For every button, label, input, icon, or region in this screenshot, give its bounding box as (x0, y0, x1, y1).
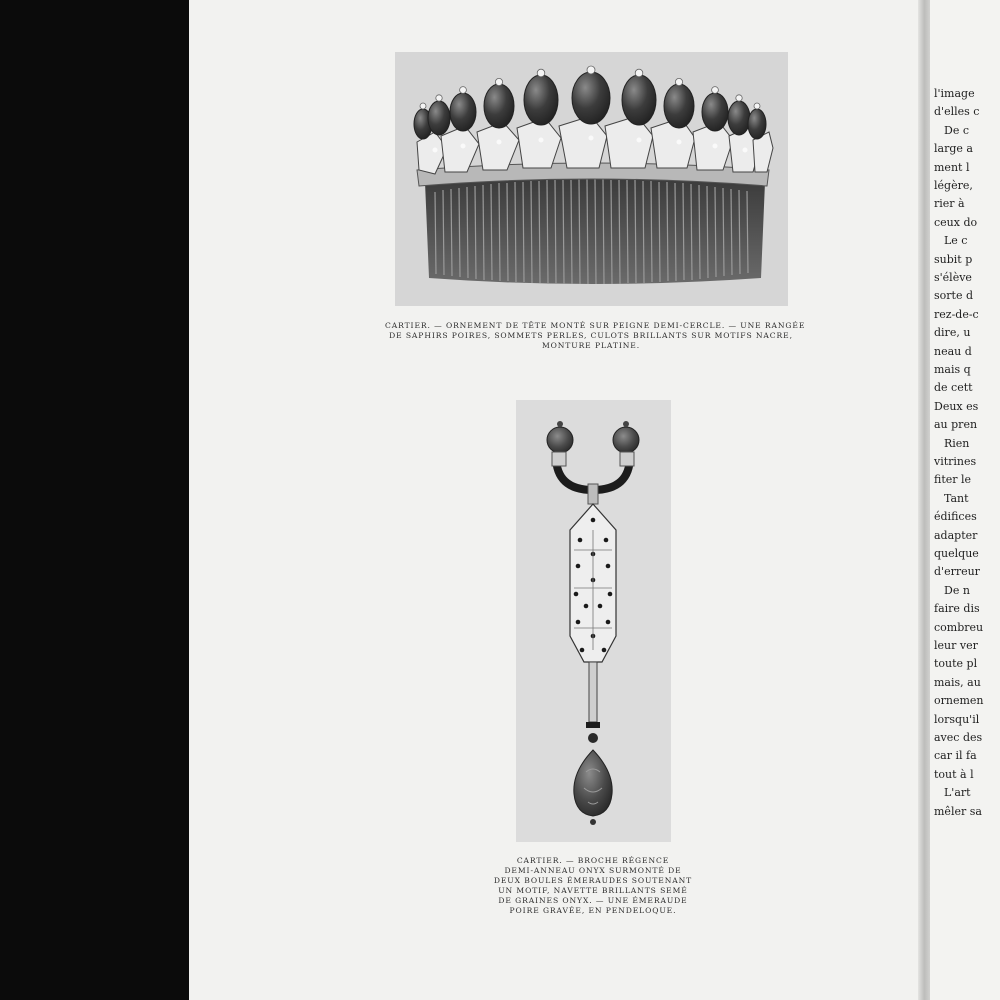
brooch-caption (485, 856, 701, 916)
right-page-text-line: mais q (934, 363, 971, 376)
right-page-text-line: mêler sa (934, 804, 982, 818)
right-page-text-line: rier à (934, 197, 965, 211)
right-page-text-line: mais, au (934, 675, 981, 689)
tiara-caption (385, 321, 806, 351)
right-page (930, 0, 1000, 1000)
brooch-caption-line: DE GRAINES ONYX. — UNE ÉMERAUDE (498, 896, 688, 905)
right-page-text-line: large a (934, 142, 973, 156)
right-page-text-line: L'art (944, 786, 971, 800)
right-page-text-line: ceux do (934, 215, 978, 229)
right-page-text-line: leur ver (934, 639, 978, 652)
brooch-caption-line: UN MOTIF, NAVETTE BRILLANTS SEMÉ (498, 886, 688, 895)
tiara-comb-photo (395, 52, 788, 306)
right-page-text-line: rez-de-c (934, 307, 979, 321)
right-page-text-line: sorte d (934, 289, 973, 303)
right-page-text-line: ornemen (934, 694, 984, 708)
right-page-text-line: s'élève (934, 271, 972, 284)
tiara-caption-line: CARTIER. — ORNEMENT DE TÊTE MONTÉ SUR PEIGNE DEMI-CERCLE. — UNE RANGÉE (385, 321, 806, 330)
right-page-text-line: lorsqu'il (934, 712, 980, 726)
right-page-text-line: De n (944, 583, 970, 597)
right-page-text-line: De c (944, 123, 969, 137)
right-page-text-line: neau d (934, 344, 972, 358)
right-page-text-line: quelque (934, 547, 979, 560)
regence-brooch-photo (516, 400, 671, 842)
right-page-text-line: l'image (934, 87, 975, 100)
right-page-text-line: fiter le (934, 473, 972, 487)
right-page-text-line: subit p (934, 252, 973, 266)
right-page-text-line: légère, (934, 179, 973, 192)
right-page-text-line: édifices (934, 510, 977, 524)
right-page-text-line: faire dis (934, 602, 980, 616)
right-page-text-line: de cett (934, 381, 973, 395)
right-page-text-line: ment l (934, 160, 970, 174)
right-page-text-line: au pren (934, 418, 978, 432)
brooch-caption-line: DEUX BOULES ÉMERAUDES SOUTENANT (493, 876, 693, 885)
right-page-text-line: d'elles c (934, 105, 980, 119)
right-page-text-line: combreu (934, 620, 984, 634)
tiara-caption-line: DE SAPHIRS POIRES, SOMMETS PERLES, CULOTS BRILLANTS SUR MOTIFS NACRE, (389, 331, 793, 340)
right-page-text-line: adapter (934, 528, 978, 542)
right-page-text-line: car il fa (934, 749, 977, 763)
right-page-text-line: Deux es (934, 399, 979, 413)
left-page (189, 0, 922, 1000)
right-page-text-line: tout à l (934, 767, 974, 781)
right-page-text-line: avec des (934, 731, 983, 744)
tiara-caption-line: MONTURE PLATINE. (541, 341, 641, 350)
right-page-text-line: Rien (944, 436, 970, 450)
right-page-text-line: Tant (944, 491, 969, 505)
right-page-text-line: d'erreur (934, 565, 980, 579)
right-page-text-line: dire, u (934, 326, 971, 340)
brooch-caption-line: DEMI-ANNEAU ONYX SURMONTÉ DE (504, 866, 682, 875)
right-page-text-line: vitrines (934, 455, 977, 468)
brooch-caption-line: POIRE GRAVÉE, EN PENDELOQUE. (509, 906, 677, 915)
brooch-caption-line: CARTIER. — BROCHE RÉGENCE (516, 856, 670, 865)
right-page-text-line: Le c (944, 234, 968, 248)
right-page-text-line: toute pl (934, 657, 978, 671)
